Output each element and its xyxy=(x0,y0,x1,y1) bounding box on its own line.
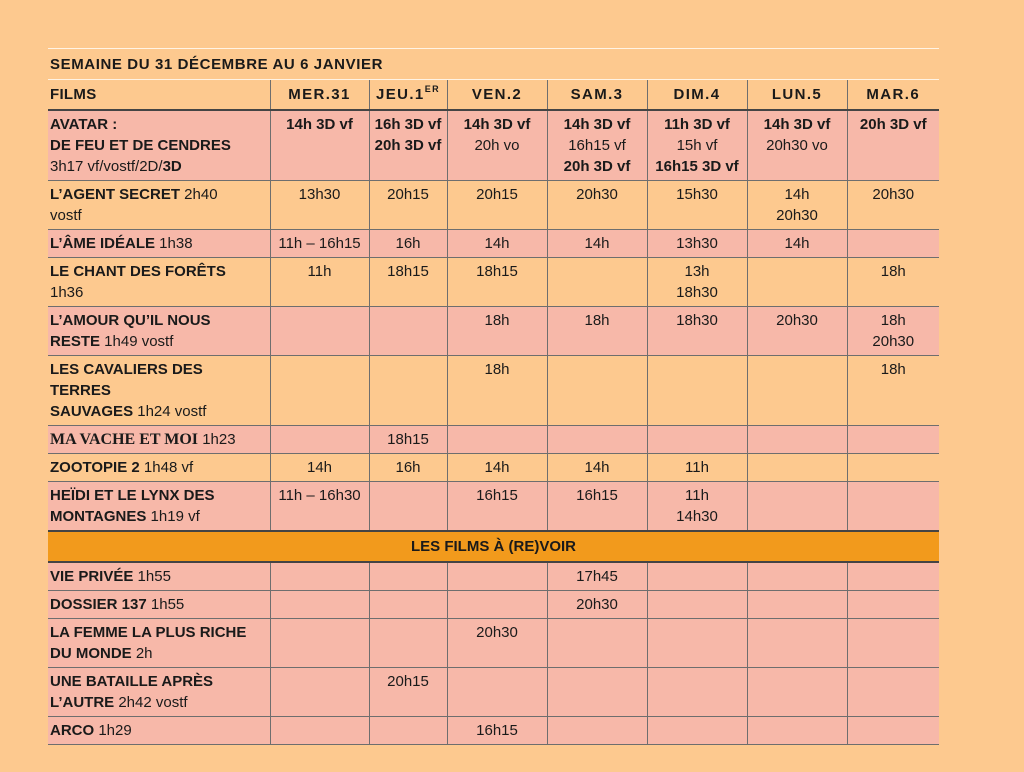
showtime: 15h30 xyxy=(676,186,718,203)
showtime-cell xyxy=(270,230,369,258)
showtime-cell xyxy=(847,307,939,356)
film-info: 1h24 vostf xyxy=(133,403,207,420)
showtime-cell xyxy=(747,717,847,745)
film-title: LA FEMME LA PLUS RICHE xyxy=(50,624,247,641)
showtime-cell xyxy=(270,181,369,230)
film-info: 1h55 xyxy=(133,568,171,585)
showtime-cell xyxy=(547,668,647,717)
film-title: MA VACHE ET MOI xyxy=(50,431,199,448)
showtime-cell xyxy=(369,307,447,356)
showtime-cell xyxy=(847,619,939,668)
showtime-cell xyxy=(847,562,939,591)
showtime-cell xyxy=(369,258,447,307)
film-title-cell xyxy=(48,426,270,454)
showtime-cell xyxy=(647,717,747,745)
showtime-cell xyxy=(447,591,547,619)
showtime-cell xyxy=(369,591,447,619)
showtime-cell xyxy=(847,591,939,619)
film-title-cell xyxy=(48,668,270,717)
showtime-cell xyxy=(547,356,647,426)
showtime-cell xyxy=(270,356,369,426)
showtime-cell xyxy=(747,591,847,619)
film-title-cell xyxy=(48,619,270,668)
showtime-cell xyxy=(847,258,939,307)
day-header: MER.31 xyxy=(270,80,369,110)
film-row xyxy=(48,181,939,230)
film-title: L’AMOUR QU’IL NOUS xyxy=(50,312,211,329)
showtime: 17h45 xyxy=(576,568,618,585)
showtime-cell xyxy=(847,454,939,482)
showtime-cell xyxy=(547,619,647,668)
film-title: UNE BATAILLE APRÈS xyxy=(50,673,214,690)
showtime: 20h30 xyxy=(872,333,915,350)
showtime-cell xyxy=(647,181,747,230)
showtime: 18h15 xyxy=(387,263,429,280)
film-info: 1h29 xyxy=(94,722,132,739)
showtime-cell xyxy=(747,258,847,307)
film-title-cell xyxy=(48,482,270,532)
showtime: 20h15 xyxy=(387,673,429,690)
showtime-cell xyxy=(647,426,747,454)
films-header: FILMS xyxy=(48,80,270,110)
film-title-cell xyxy=(48,181,270,230)
showtime-cell xyxy=(747,619,847,668)
week-title: SEMAINE DU 31 DÉCEMBRE AU 6 JANVIER xyxy=(48,49,939,80)
showtime: 18h xyxy=(584,312,610,329)
showtime-cell xyxy=(647,619,747,668)
showtime-cell xyxy=(647,307,747,356)
showtime: 14h xyxy=(584,235,610,252)
film-title-cell xyxy=(48,258,270,307)
film-title: DU MONDE xyxy=(50,645,132,662)
showtime-cell: 14h 3D vf 20h30 vo xyxy=(747,110,847,181)
showtime-cell xyxy=(270,668,369,717)
showtime: 14h xyxy=(584,459,610,476)
showtime-cell xyxy=(647,230,747,258)
showtime-cell xyxy=(369,717,447,745)
showtime-cell xyxy=(447,454,547,482)
showtime-cell: 11h 3D vf 15h vf 16h15 3D vf xyxy=(647,110,747,181)
showtime-cell xyxy=(547,482,647,532)
showtime-cell xyxy=(270,619,369,668)
day-header: DIM.4 xyxy=(647,80,747,110)
showtime: 20h15 xyxy=(387,186,429,203)
film-title: RESTE xyxy=(50,333,101,350)
showtime-cell xyxy=(847,717,939,745)
schedule-sheet xyxy=(48,48,939,745)
showtime-cell xyxy=(747,181,847,230)
film-title: ZOOTOPIE 2 xyxy=(50,459,140,476)
showtime: 11h xyxy=(685,459,709,476)
showtime: 18h15 xyxy=(476,263,518,280)
showtime-cell xyxy=(447,181,547,230)
showtime: 11h – 16h30 xyxy=(278,487,361,504)
showtime: 20h30 xyxy=(476,624,518,641)
film-row xyxy=(48,562,939,591)
day-header: JEU.1ER xyxy=(369,80,447,110)
showtime: 20h30 xyxy=(872,186,915,203)
film-title-cell xyxy=(48,591,270,619)
film-row xyxy=(48,619,939,668)
showtime-cell xyxy=(747,356,847,426)
film-title: L’ÂME IDÉALE xyxy=(50,235,156,252)
film-title: HEÏDI ET LE LYNX DES xyxy=(50,487,215,504)
showtime-cell xyxy=(647,562,747,591)
film-title: LE CHANT DES FORÊTS xyxy=(50,263,226,280)
film-row xyxy=(48,668,939,717)
showtime-cell xyxy=(847,482,939,532)
showtime: 20h15 xyxy=(476,186,518,203)
showtime: 20h30 xyxy=(576,596,618,613)
showtime-cell xyxy=(747,562,847,591)
showtime: 18h30 xyxy=(676,312,718,329)
showtime-cell xyxy=(270,591,369,619)
showtime-cell xyxy=(847,356,939,426)
showtime: 13h30 xyxy=(676,235,718,252)
schedule-table xyxy=(48,80,939,745)
showtime-cell xyxy=(747,307,847,356)
showtime-cell xyxy=(447,717,547,745)
film-row xyxy=(48,258,939,307)
showtime-cell xyxy=(447,619,547,668)
showtime: 14h xyxy=(484,459,510,476)
film-title-cell xyxy=(48,562,270,591)
showtime-cell xyxy=(369,668,447,717)
film-row-avatar xyxy=(48,110,939,181)
showtime-cell xyxy=(369,356,447,426)
film-title-cell xyxy=(48,356,270,426)
showtime-cell xyxy=(447,482,547,532)
showtime-cell xyxy=(747,454,847,482)
showtime-cell xyxy=(447,356,547,426)
showtime-cell xyxy=(747,426,847,454)
film-title: LES CAVALIERS DES TERRES xyxy=(50,361,203,399)
showtime: 18h xyxy=(484,361,510,378)
showtime: 11h – 16h15 xyxy=(278,235,361,252)
showtime: 18h xyxy=(880,312,906,329)
film-title: ARCO xyxy=(50,722,95,739)
showtime-cell xyxy=(547,258,647,307)
film-info: 1h23 xyxy=(198,431,236,448)
showtime-cell xyxy=(447,426,547,454)
film-info: 2h xyxy=(131,645,153,662)
film-row xyxy=(48,482,939,532)
header-row xyxy=(48,80,939,110)
showtime: 14h xyxy=(784,235,810,252)
day-header: SAM.3 xyxy=(547,80,647,110)
showtime: 13h xyxy=(684,263,710,280)
showtime: 16h15 xyxy=(476,722,518,739)
showtime: 14h xyxy=(484,235,510,252)
film-title-cell xyxy=(48,230,270,258)
showtime-cell xyxy=(447,230,547,258)
showtime: 14h xyxy=(784,186,810,203)
film-title: L’AUTRE xyxy=(50,694,115,711)
showtime-cell xyxy=(747,668,847,717)
film-info: 1h38 xyxy=(155,235,193,252)
showtime-cell xyxy=(547,230,647,258)
showtime-cell xyxy=(847,426,939,454)
section-title: LES FILMS À (RE)VOIR xyxy=(48,531,939,562)
film-title: SAUVAGES xyxy=(50,403,134,420)
showtime-cell xyxy=(847,668,939,717)
showtime-cell xyxy=(369,426,447,454)
film-row xyxy=(48,454,939,482)
showtime: 16h xyxy=(395,235,421,252)
showtime-cell xyxy=(747,482,847,532)
showtime-cell xyxy=(547,591,647,619)
film-info: 1h55 xyxy=(146,596,185,613)
showtime-cell xyxy=(369,482,447,532)
showtime-cell xyxy=(547,307,647,356)
film-info: 2h40 xyxy=(180,186,218,203)
showtime: 20h30 xyxy=(776,312,818,329)
showtime-cell xyxy=(647,482,747,532)
film-title-cell xyxy=(48,717,270,745)
film-title-cell xyxy=(48,307,270,356)
showtime-cell xyxy=(547,454,647,482)
showtime-cell xyxy=(369,619,447,668)
showtime-cell xyxy=(369,181,447,230)
showtime: 11h xyxy=(685,487,709,504)
film-row xyxy=(48,426,939,454)
film-info: vostf xyxy=(50,207,82,224)
film-info: 1h48 vf xyxy=(139,459,194,476)
film-info: 2h42 vostf xyxy=(114,694,188,711)
showtime-cell xyxy=(847,230,939,258)
film-row xyxy=(48,591,939,619)
film-info: 1h36 xyxy=(50,284,84,301)
showtime: 18h xyxy=(880,361,906,378)
showtime: 11h xyxy=(307,263,332,280)
showtime: 13h30 xyxy=(298,186,341,203)
showtime-cell xyxy=(747,230,847,258)
showtime: 18h15 xyxy=(387,431,429,448)
showtime: 20h30 xyxy=(576,186,618,203)
showtime-cell xyxy=(647,668,747,717)
showtime-cell xyxy=(369,230,447,258)
showtime-cell: 16h 3D vf 20h 3D vf xyxy=(369,110,447,181)
showtime: 20h30 xyxy=(776,207,818,224)
film-title-cell xyxy=(48,454,270,482)
showtime-cell xyxy=(447,668,547,717)
showtime-cell xyxy=(547,717,647,745)
showtime-cell xyxy=(270,562,369,591)
showtime-cell: 14h 3D vf 16h15 vf 20h 3D vf xyxy=(547,110,647,181)
film-row xyxy=(48,230,939,258)
day-header: MAR.6 xyxy=(847,80,939,110)
showtime-cell xyxy=(647,258,747,307)
showtime: 14h xyxy=(306,459,333,476)
film-info: 1h49 vostf xyxy=(100,333,174,350)
film-title: L’AGENT SECRET xyxy=(50,186,181,203)
showtime-cell xyxy=(369,562,447,591)
showtime-cell: 14h 3D vf xyxy=(270,110,369,181)
showtime: 18h30 xyxy=(676,284,718,301)
showtime-cell xyxy=(270,454,369,482)
showtime-cell xyxy=(447,258,547,307)
showtime: 16h15 xyxy=(476,487,518,504)
film-title: MONTAGNES xyxy=(50,508,147,525)
film-title: DOSSIER 137 xyxy=(50,596,147,613)
showtime-cell xyxy=(447,562,547,591)
showtime-cell xyxy=(647,356,747,426)
showtime-cell: 14h 3D vf 20h vo xyxy=(447,110,547,181)
showtime: 18h xyxy=(484,312,510,329)
showtime: 18h xyxy=(880,263,906,280)
film-row xyxy=(48,307,939,356)
showtime-cell xyxy=(270,307,369,356)
showtime-cell xyxy=(547,426,647,454)
showtime-cell xyxy=(647,454,747,482)
day-header: LUN.5 xyxy=(747,80,847,110)
showtime: 16h xyxy=(395,459,421,476)
film-title: VIE PRIVÉE xyxy=(50,568,134,585)
showtime-cell xyxy=(847,181,939,230)
film-row xyxy=(48,717,939,745)
showtime-cell: 20h 3D vf xyxy=(847,110,939,181)
day-header: VEN.2 xyxy=(447,80,547,110)
film-row xyxy=(48,356,939,426)
showtime-cell xyxy=(270,482,369,532)
showtime-cell xyxy=(647,591,747,619)
showtime-cell xyxy=(547,562,647,591)
showtime-cell xyxy=(547,181,647,230)
film-title-cell: AVATAR : DE FEU ET DE CENDRES 3h17 vf/vostf/2D/3D xyxy=(48,110,270,181)
showtime: 16h15 xyxy=(576,487,618,504)
showtime-cell xyxy=(447,307,547,356)
showtime-cell xyxy=(270,426,369,454)
showtime-cell xyxy=(369,454,447,482)
showtime-cell xyxy=(270,717,369,745)
showtime-cell xyxy=(270,258,369,307)
section-row xyxy=(48,531,939,562)
film-info: 1h19 vf xyxy=(146,508,200,525)
showtime: 14h30 xyxy=(676,508,718,525)
